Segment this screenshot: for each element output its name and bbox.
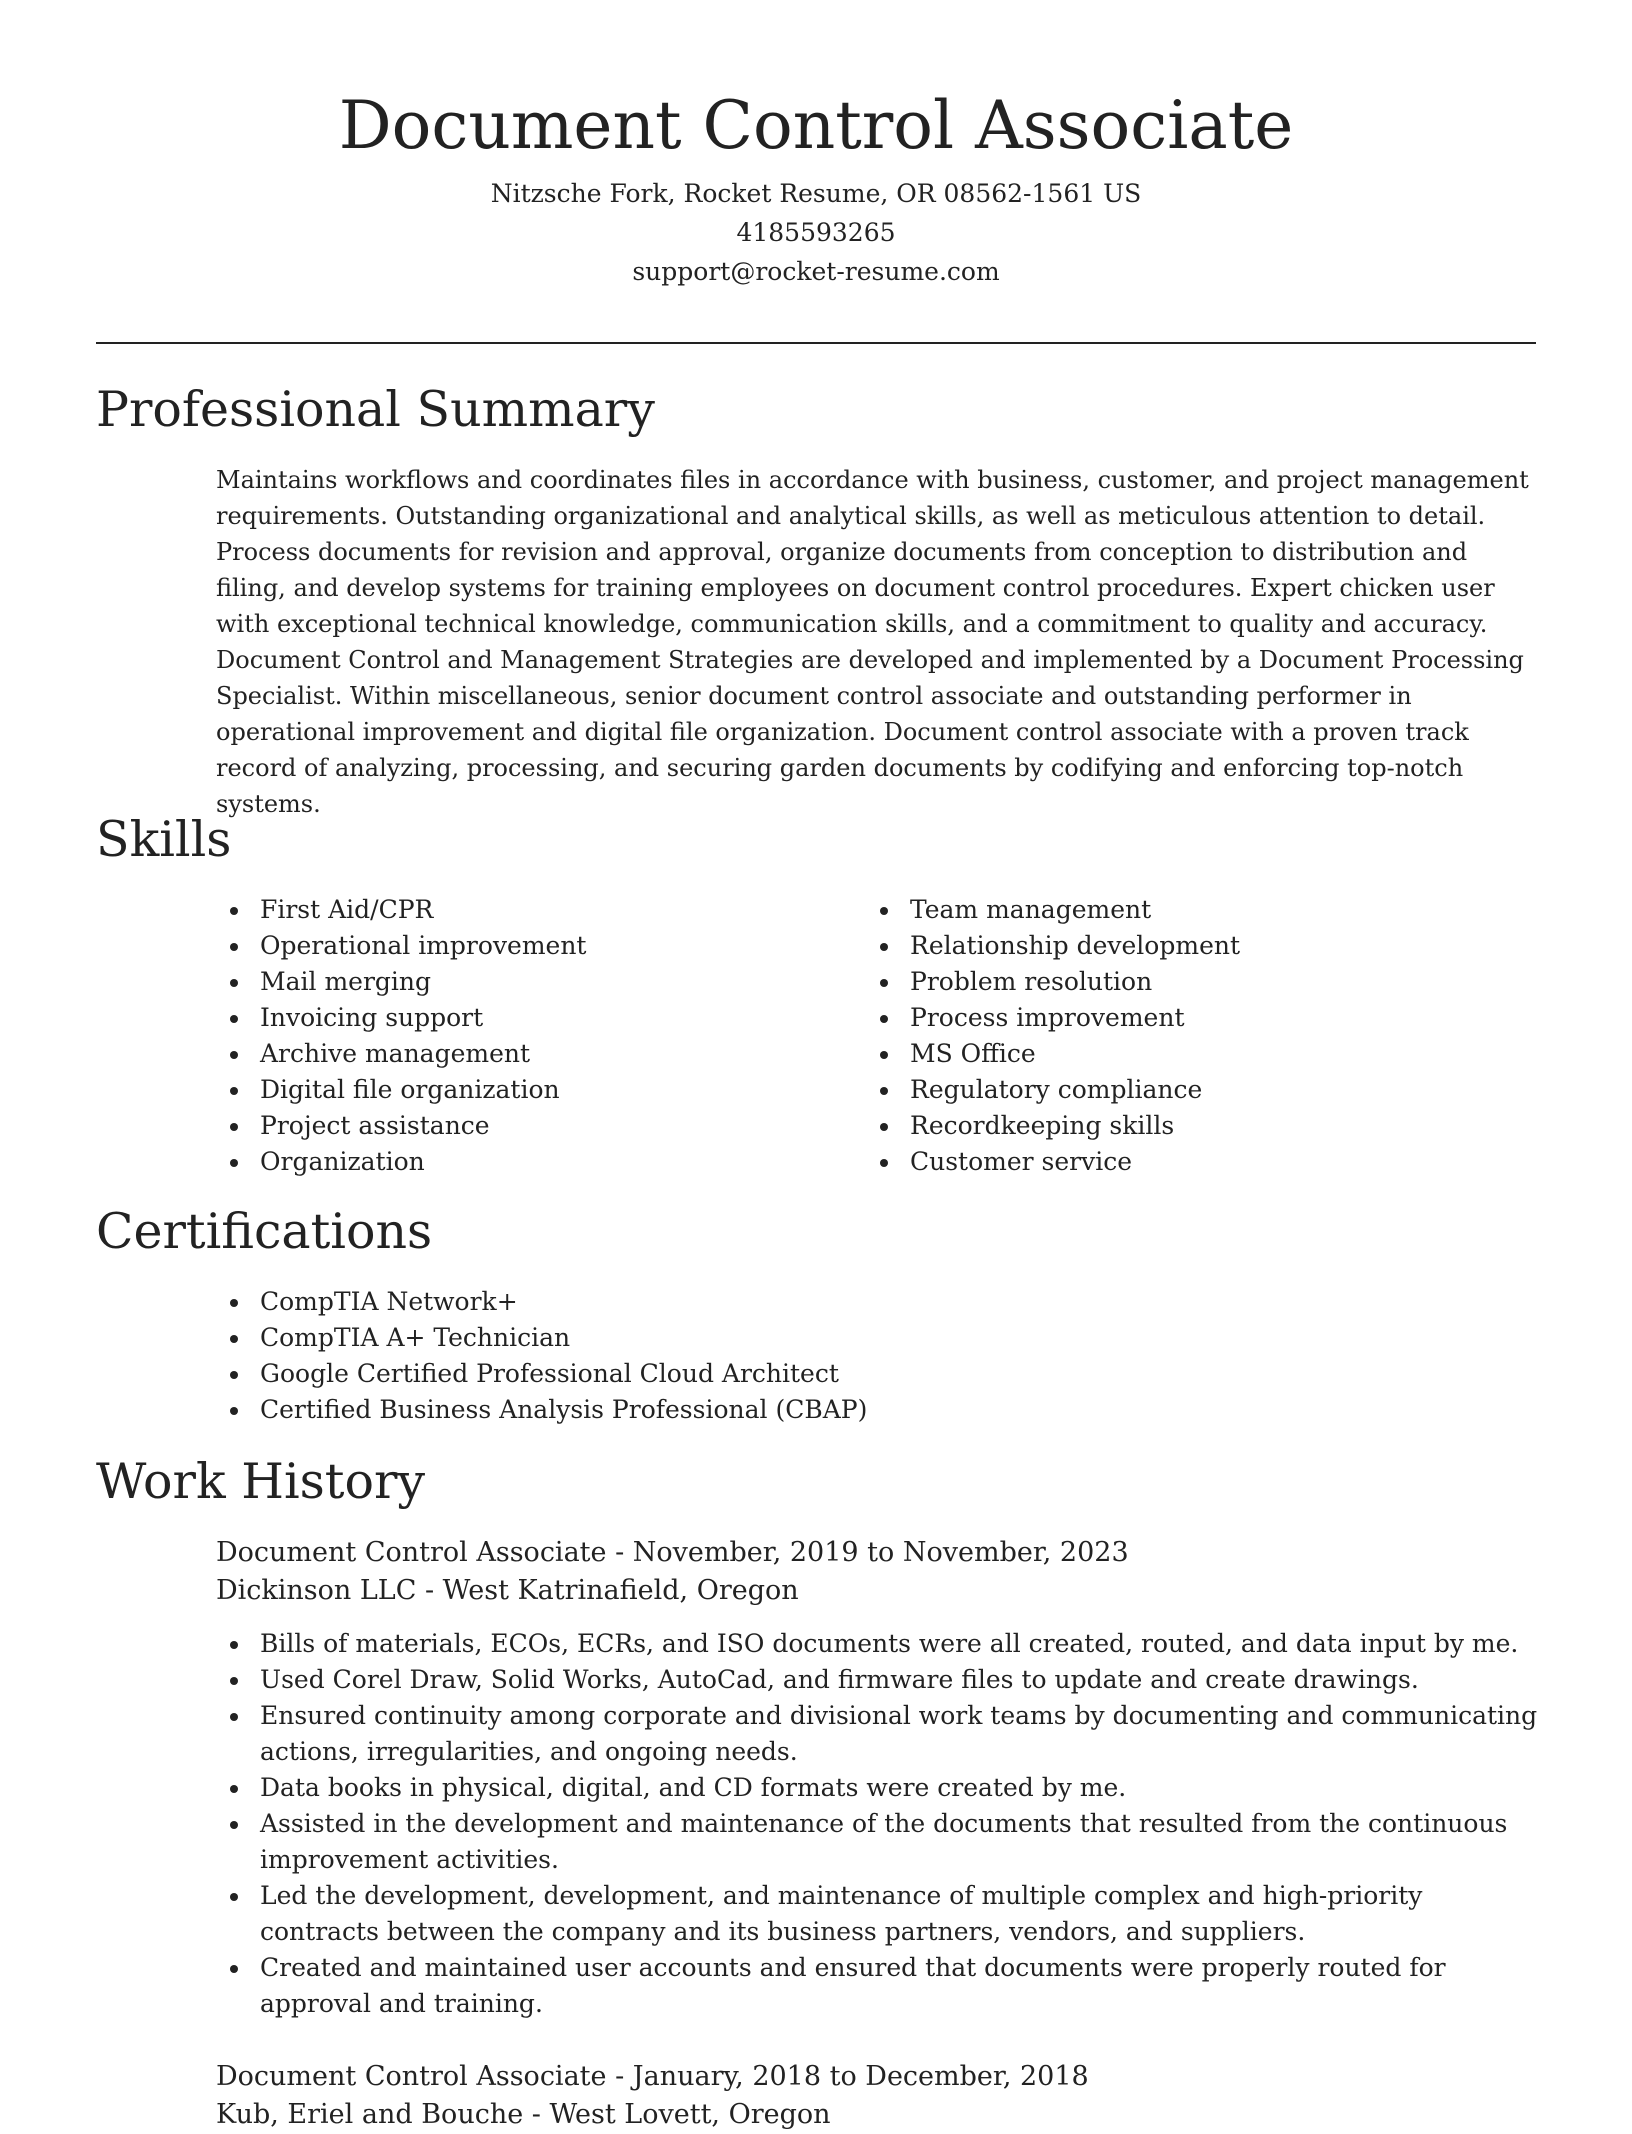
certification-item: Google Certified Professional Cloud Architect xyxy=(216,1356,1416,1392)
job-duty-item: Led the development, development, and maintenance of multiple complex and high-priority contracts between the company and its business partners, vendors, and suppliers. xyxy=(216,1878,1538,1950)
contact-block xyxy=(0,174,1632,291)
skill-item: Invoicing support xyxy=(216,1000,856,1036)
header-divider xyxy=(96,342,1536,344)
contact-email: support@rocket-resume.com xyxy=(632,257,1000,286)
job-duty-item: Bills of materials, ECOs, ECRs, and ISO documents were all created, routed, and data input by me. xyxy=(216,1626,1538,1662)
job-role: Document Control Associate xyxy=(216,2061,607,2092)
skill-item: Operational improvement xyxy=(216,928,856,964)
job-company: Kub, Eriel and Bouche xyxy=(216,2099,524,2130)
job-entry xyxy=(216,2058,1538,2134)
skills-list-left xyxy=(216,892,856,1180)
job-duty-item: Assisted in the development and maintenance of the documents that resulted from the continuous improvement activities. xyxy=(216,1806,1538,1878)
skill-item: Problem resolution xyxy=(866,964,1506,1000)
job-duty-item: Ensured continuity among corporate and divisional work teams by documenting and communicating actions, irregularities, and ongoing needs. xyxy=(216,1698,1538,1770)
skill-item: Project assistance xyxy=(216,1108,856,1144)
certifications-list xyxy=(216,1284,1416,1428)
job-title-line xyxy=(216,1534,1538,1572)
certification-item: Certified Business Analysis Professional (CBAP) xyxy=(216,1392,1416,1428)
job-duty-item: Data books in physical, digital, and CD formats were created by me. xyxy=(216,1770,1538,1806)
resume-name: Document Control Associate xyxy=(338,87,1294,164)
summary-text: Maintains workflows and coordinates files in accordance with business, customer, and project management requirements. Outstanding organizational and analytical skills, as well as meticulous attention to detail. Process documents for revision and approval, organize documents from conception to distribution and filing, and develop systems for training employees on document control procedures. Expert chicken user with exceptional technical knowledge, communication skills, and a commitment to quality and accuracy. Document Control and Management Strategies are developed and implemented by a Document Processing Specialist. Within miscellaneous, senior document control associate and outstanding performer in operational improvement and digital file organization. Document control associate with a proven track record of analyzing, processing, and securing garden documents by codifying and enforcing top-notch systems. xyxy=(216,466,1529,818)
skill-item: Team management xyxy=(866,892,1506,928)
job-location: - West Lovett, Oregon xyxy=(523,2099,831,2130)
skill-item: Archive management xyxy=(216,1036,856,1072)
certifications-heading: Certifications xyxy=(96,1203,433,1260)
job-dates: - January, 2018 to December, 2018 xyxy=(606,2061,1089,2092)
work-history-heading: Work History xyxy=(96,1453,426,1510)
resume-header xyxy=(0,0,1632,291)
skill-item: First Aid/CPR xyxy=(216,892,856,928)
job-company: Dickinson LLC xyxy=(216,1575,417,1606)
job-entry xyxy=(216,1534,1538,2022)
certification-item: CompTIA Network+ xyxy=(216,1284,1416,1320)
job-duty-item: Created and maintained user accounts and ensured that documents were properly routed for approval and training. xyxy=(216,1950,1538,2022)
job-duties-list xyxy=(216,1626,1538,2022)
job-role: Document Control Associate xyxy=(216,1537,607,1568)
summary-heading: Professional Summary xyxy=(96,381,655,438)
skill-item: Customer service xyxy=(866,1144,1506,1180)
job-title-line xyxy=(216,2058,1538,2096)
job-location: - West Katrinafield, Oregon xyxy=(416,1575,799,1606)
contact-address: Nitzsche Fork, Rocket Resume, OR 08562-1561 US xyxy=(490,179,1142,208)
contact-phone: 4185593265 xyxy=(736,218,896,247)
skill-item: Organization xyxy=(216,1144,856,1180)
job-company-line xyxy=(216,1572,1538,1610)
skill-item: Mail merging xyxy=(216,964,856,1000)
skill-item: Recordkeeping skills xyxy=(866,1108,1506,1144)
job-company-line xyxy=(216,2096,1538,2134)
job-dates: - November, 2019 to November, 2023 xyxy=(606,1537,1129,1568)
job-duty-item: Used Corel Draw, Solid Works, AutoCad, and firmware files to update and create drawings. xyxy=(216,1662,1538,1698)
skill-item: MS Office xyxy=(866,1036,1506,1072)
skills-heading: Skills xyxy=(96,811,232,868)
skill-item: Relationship development xyxy=(866,928,1506,964)
skill-item: Digital file organization xyxy=(216,1072,856,1108)
skill-item: Process improvement xyxy=(866,1000,1506,1036)
certification-item: CompTIA A+ Technician xyxy=(216,1320,1416,1356)
skills-list-right xyxy=(866,892,1506,1180)
skill-item: Regulatory compliance xyxy=(866,1072,1506,1108)
